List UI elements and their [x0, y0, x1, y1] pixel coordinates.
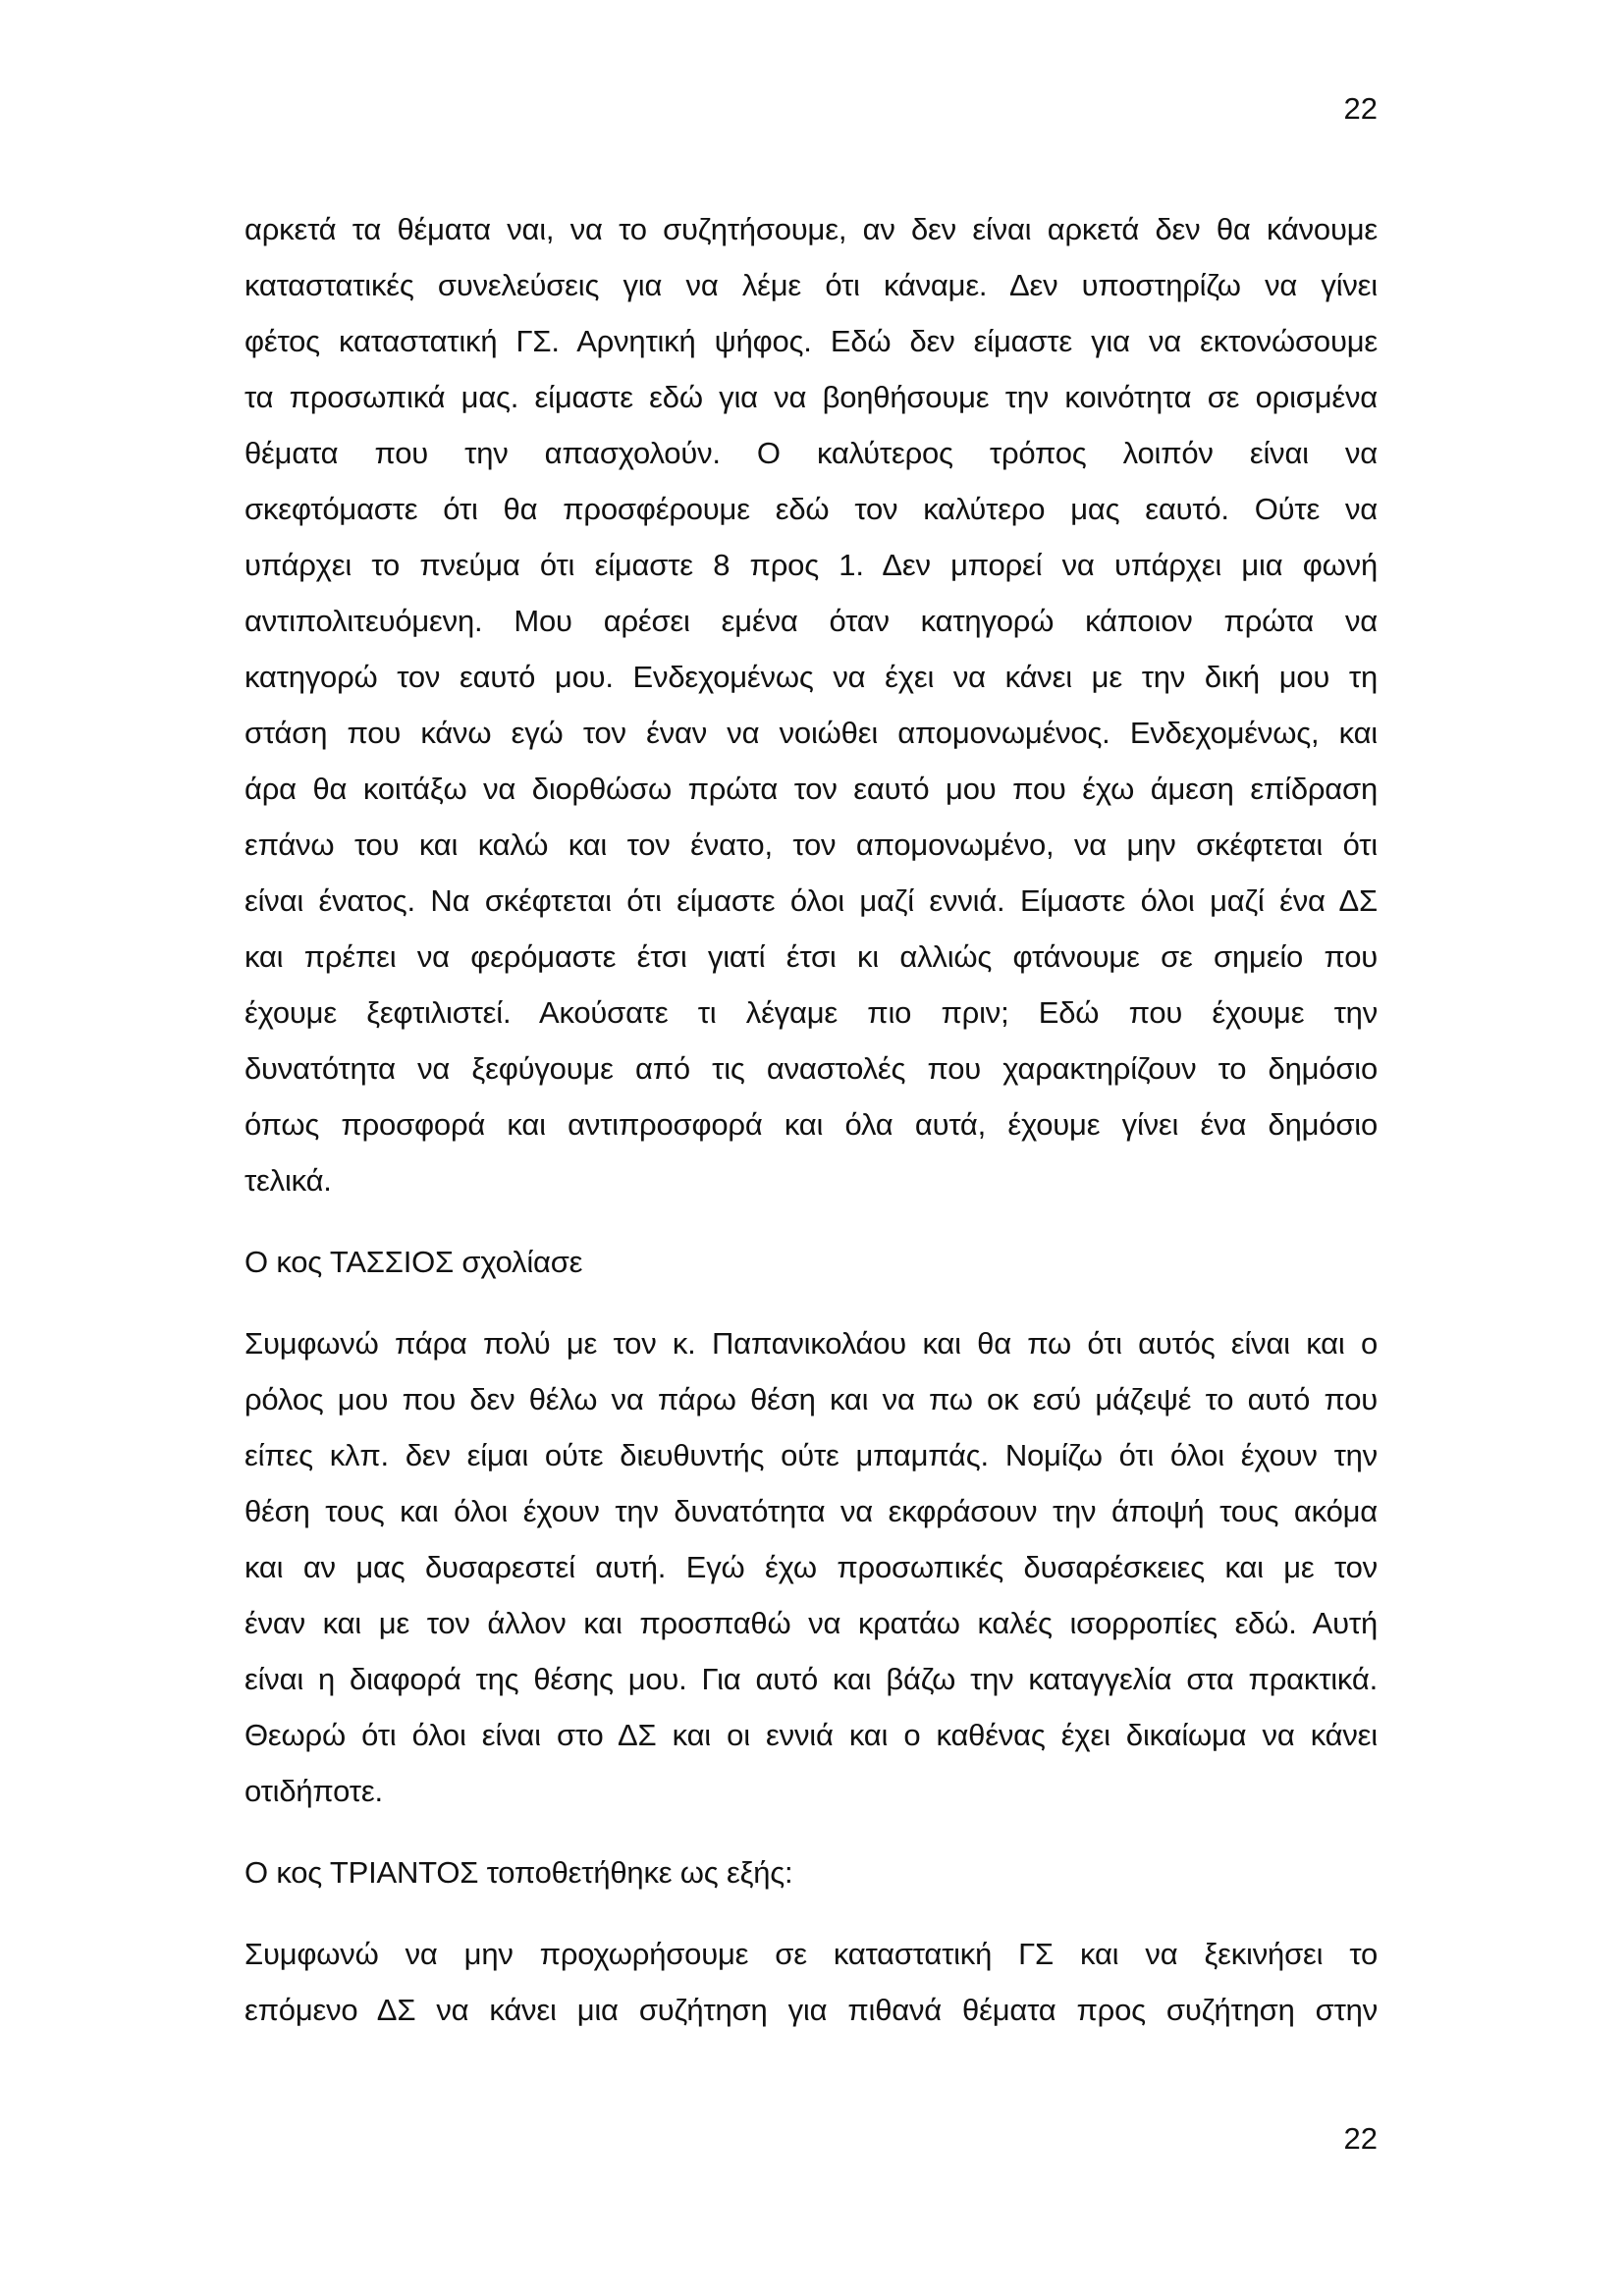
text-line: στάση που κάνω εγώ τον έναν να νοιώθει απομονωμένος. Ενδεχομένως, και [244, 716, 1378, 750]
text-line: θέση τους και όλοι έχουν την δυνατότητα να εκφράσουν την άποψή τους ακόμα [244, 1494, 1378, 1528]
text-line: τα προσωπικά μας. είμαστε εδώ για να βοηθήσουμε την κοινότητα σε ορισμένα [244, 380, 1378, 414]
heading [244, 1234, 1378, 1290]
text-line: Συμφωνώ να μην προχωρήσουμε σε καταστατική ΓΣ και να ξεκινήσει το [244, 1937, 1378, 1971]
paragraph [244, 1926, 1378, 2038]
text-line: έχουμε ξεφτιλιστεί. Ακούσατε τι λέγαμε πιο πριν; Εδώ που έχουμε την [244, 995, 1378, 1030]
text-line: ρόλος μου που δεν θέλω να πάρω θέση και να πω οκ εσύ μάζεψέ το αυτό που [244, 1382, 1378, 1416]
text-line: επάνω του και καλώ και τον ένατο, τον απομονωμένο, να μην σκέφτεται ότι [244, 828, 1378, 862]
text-line: τελικά. [244, 1163, 332, 1198]
paragraph [244, 201, 1378, 1208]
text-line: Ο κος ΤΡΙΑΝΤΟΣ τοποθετήθηκε ως εξής: [244, 1855, 793, 1890]
page-number-bottom: 22 [1343, 2121, 1378, 2156]
document-content [244, 201, 1378, 2063]
heading [244, 1844, 1378, 1900]
text-line: είναι η διαφορά της θέσης μου. Για αυτό και βάζω την καταγγελία στα πρακτικά. [244, 1662, 1378, 1696]
text-line: αρκετά τα θέματα ναι, να το συζητήσουμε, αν δεν είναι αρκετά δεν θα κάνουμε [244, 212, 1378, 246]
text-line: επόμενο ΔΣ να κάνει μια συζήτηση για πιθανά θέματα προς συζήτηση στην [244, 1993, 1378, 2027]
text-line: σκεφτόμαστε ότι θα προσφέρουμε εδώ τον καλύτερο μας εαυτό. Ούτε να [244, 492, 1378, 526]
text-line: φέτος καταστατική ΓΣ. Αρνητική ψήφος. Εδώ δεν είμαστε για να εκτονώσουμε [244, 324, 1378, 358]
page-number-top: 22 [1343, 91, 1378, 126]
text-line: κατηγορώ τον εαυτό μου. Ενδεχομένως να έχει να κάνει με την δική μου τη [244, 660, 1378, 694]
text-line: και πρέπει να φερόμαστε έτσι γιατί έτσι κι αλλιώς φτάνουμε σε σημείο που [244, 939, 1378, 974]
text-line: δυνατότητα να ξεφύγουμε από τις αναστολές που χαρακτηρίζουν το δημόσιο [244, 1051, 1378, 1086]
text-line: όπως προσφορά και αντιπροσφορά και όλα αυτά, έχουμε γίνει ένα δημόσιο [244, 1107, 1378, 1142]
text-line: έναν και με τον άλλον και προσπαθώ να κρατάω καλές ισορροπίες εδώ. Αυτή [244, 1606, 1378, 1640]
text-line: οτιδήποτε. [244, 1774, 383, 1808]
paragraph [244, 1315, 1378, 1819]
text-line: άρα θα κοιτάξω να διορθώσω πρώτα τον εαυτό μου που έχω άμεση επίδραση [244, 772, 1378, 806]
text-line: Ο κος ΤΑΣΣΙΟΣ σχολίασε [244, 1245, 583, 1279]
text-line: αντιπολιτευόμενη. Μου αρέσει εμένα όταν κατηγορώ κάποιον πρώτα να [244, 604, 1378, 638]
text-line: υπάρχει το πνεύμα ότι είμαστε 8 προς 1. Δεν μπορεί να υπάρχει μια φωνή [244, 548, 1378, 582]
text-line: Συμφωνώ πάρα πολύ με τον κ. Παπανικολάου και θα πω ότι αυτός είναι και ο [244, 1326, 1378, 1361]
text-line: Θεωρώ ότι όλοι είναι στο ΔΣ και οι εννιά και ο καθένας έχει δικαίωμα να κάνει [244, 1718, 1378, 1752]
text-line: θέματα που την απασχολούν. Ο καλύτερος τρόπος λοιπόν είναι να [244, 436, 1378, 470]
text-line: καταστατικές συνελεύσεις για να λέμε ότι κάναμε. Δεν υποστηρίζω να γίνει [244, 268, 1378, 302]
text-line: είπες κλπ. δεν είμαι ούτε διευθυντής ούτε μπαμπάς. Νομίζω ότι όλοι έχουν την [244, 1438, 1378, 1472]
text-line: και αν μας δυσαρεστεί αυτή. Εγώ έχω προσωπικές δυσαρέσκειες και με τον [244, 1550, 1378, 1584]
text-line: είναι ένατος. Να σκέφτεται ότι είμαστε όλοι μαζί εννιά. Είμαστε όλοι μαζί ένα ΔΣ [244, 883, 1378, 918]
